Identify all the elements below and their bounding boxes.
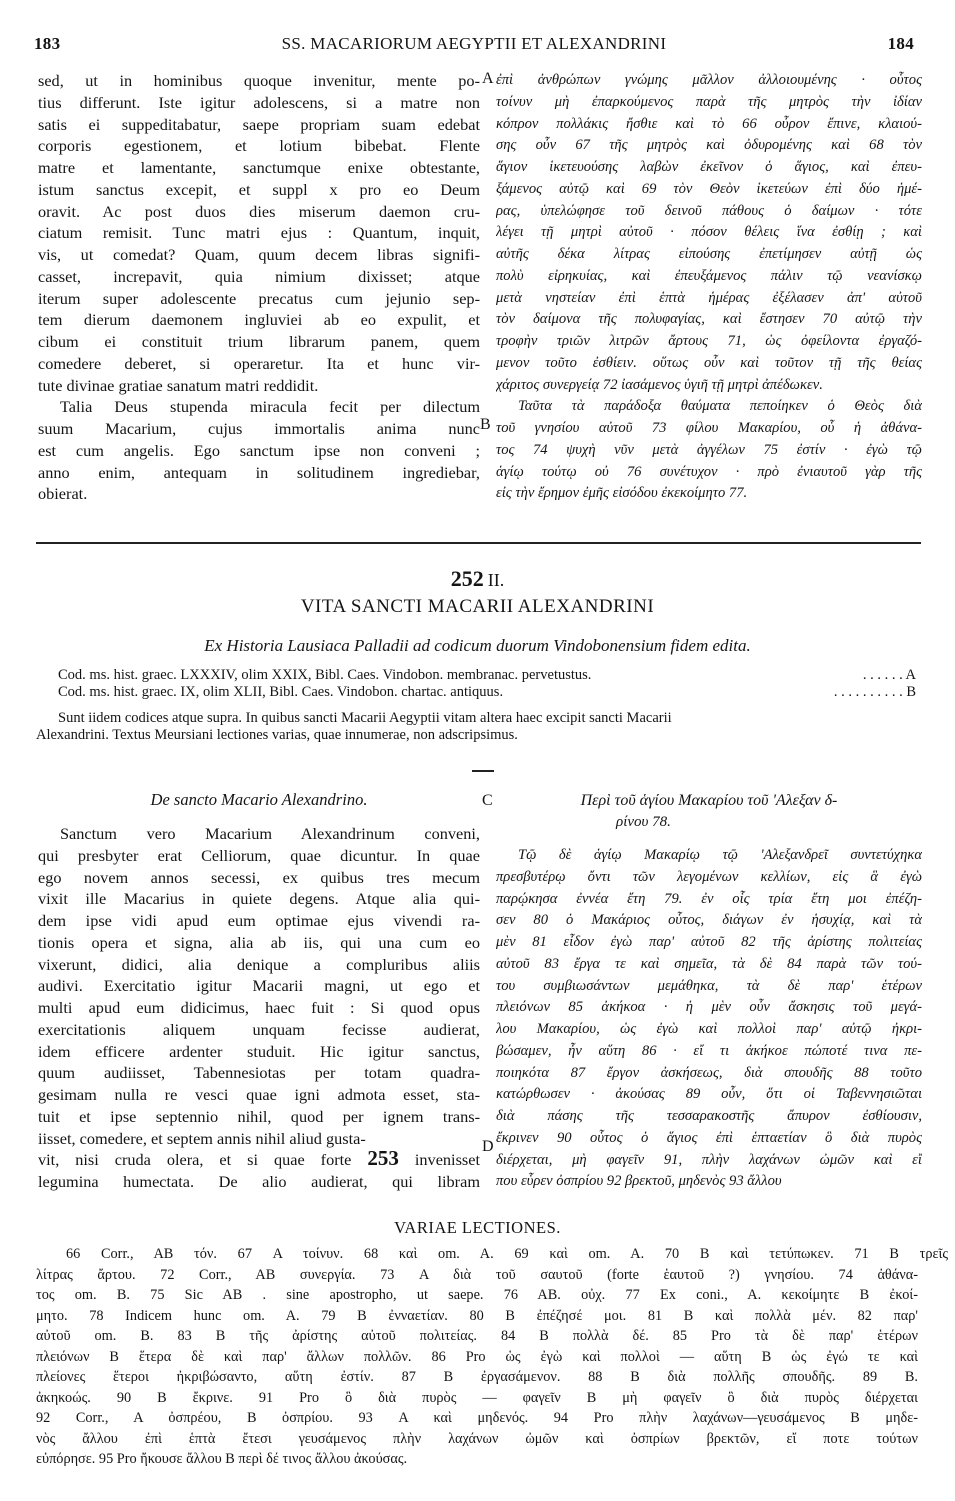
text-line: παρῴκησα ἐννέα ἔτη 79. ἐν οἷς τρία ἔτη μοι ἐπέζη- bbox=[496, 890, 922, 907]
text-line: vixerunt, didici, alia denique a compluribus aliis bbox=[38, 954, 480, 974]
section-number bbox=[0, 566, 955, 592]
text-line: λου Μακαρίου, ὡς ἐγὼ καὶ πολλοὶ παρ' αὐτῷ ἠκρι- bbox=[496, 1021, 922, 1037]
text-line: μενον τοῦτο ἐσθίειν. οὕτως οὖν καὶ τοῦτον τῇ τῆς θείας bbox=[496, 354, 922, 371]
section-subtitle: Ex Historia Lausiaca Palladii ad codicum duorum Vindobonensium fidem edita. bbox=[204, 636, 751, 655]
latin-heading: De sancto Macario Alexandrino. bbox=[150, 790, 368, 809]
text-line: Talia Deus stupenda miracula fecit per dilectum bbox=[60, 397, 480, 417]
text-line: κόπρον πολλάκις ἤσθιε καὶ τὸ 66 οὖρον ἔπινε, κλαιού- bbox=[496, 115, 922, 132]
text-line: εἰς τὴν ἔρημον ἐμῆς εἰσόδου ἐκεκοίμητο 77. bbox=[496, 485, 748, 502]
codex-a-text: Cod. ms. hist. graec. LXXXIV, olim XXIX, Bibl. Caes. Vindobon. membranac. pervetustus. bbox=[58, 667, 592, 683]
section-number-arabic: 252 bbox=[450, 566, 484, 591]
text-line: σης οὖν 67 τῆς μητρὸς καὶ ὀδυρομένης καὶ 68 τὸν bbox=[496, 137, 922, 154]
text-line: πρεσβυτέρῳ ὄντι τῶν λεγομένων κελλίων, εἰς ἃ ἐγὼ bbox=[496, 868, 922, 885]
running-title: SS. MACARIORUM AEGYPTII ET ALEXANDRINI bbox=[281, 34, 667, 53]
text-line: multi apud eum didicimus, haec fuit : Si quod opus bbox=[38, 998, 480, 1017]
text-line: dem ipse vidi apud eum optimae ejus vivendi ra- bbox=[38, 911, 480, 930]
text-line: λέγει τῇ μητρὶ αὐτοῦ · πόσον θέλεις ἵνα ἐσθίῃ ; καὶ bbox=[496, 224, 922, 241]
text-line: αὐτοῦ 83 ἔργα τε καὶ σημεῖα, τὰ δὲ 84 παρὰ τῶν τού- bbox=[496, 955, 922, 972]
short-divider bbox=[472, 770, 494, 772]
variant-line: νὸς ἄλλου ἐπὶ ἑπτὰ ἔτεσι γευσάμενος πλὴν λαχάνων ὠμῶν καὶ ὀσπρίων βρεκτῶν, εἴ ποτε τούτων bbox=[36, 1430, 918, 1447]
margin-letter-a: A bbox=[482, 70, 494, 87]
margin-letter-d: D bbox=[482, 1138, 494, 1155]
greek-heading-line-1: Περὶ τοῦ ἁγίου Μακαρίου τοῦ 'Αλεξαν δ- bbox=[580, 792, 838, 809]
greek-column-top bbox=[496, 70, 922, 505]
text-line: qui presbyter erat Celliorum, quae dicuntur. In quae bbox=[38, 845, 480, 865]
codex-b-text: Cod. ms. hist. graec. IX, olim XLII, Bibl. Caes. Vindobon. chartac. antiquus. bbox=[58, 684, 504, 700]
text-line: est cum angelis. Ego sanctum ipse non conveni ; bbox=[38, 440, 480, 460]
variae-lectiones-title: VARIAE LECTIONES. bbox=[394, 1218, 561, 1237]
greek-heading bbox=[496, 790, 922, 832]
text-line: ξάμενος αὐτῷ καὶ 69 τὸν Θεὸν ἱκετεύων ἐπὶ δύο ἡμέ- bbox=[496, 180, 922, 197]
variant-line: 66 Corr., AB τόν. 67 A τοίνυν. 68 καὶ om. A. 69 καὶ om. A. 70 B καὶ τετύπωκεν. 71 B τρεῖς bbox=[66, 1246, 948, 1262]
text-line: exercitationis aliquem unquam fecisse audierat, bbox=[38, 1019, 480, 1039]
text-line: διὰ πάσης τῆς τεσσαρακοστῆς ἄπυρον ἐσθίουσιν, bbox=[496, 1108, 922, 1124]
section-number-roman: II. bbox=[487, 570, 505, 590]
text-line: κατώρθωσεν · ἀκούσας 89 οὖν, ὅτι οἱ Ταβεννησιῶται bbox=[496, 1086, 922, 1103]
variant-line: εὐπόρησε. 95 Pro ἤκουσε ἄλλου B περὶ δέ τινος ἄλλου ἀκούσας. bbox=[36, 1451, 408, 1467]
text-line: vis, ut comedat? Quam, quum decem libras signifi- bbox=[38, 245, 480, 264]
text-line: μετὰ νηστείαν ἐπὶ ἑπτὰ ἡμέρας ἐξέλασεν ἀπ' αὐτοῦ bbox=[496, 289, 922, 306]
text-line: Sanctum vero Macarium Alexandrinum conveni, bbox=[60, 824, 480, 843]
variant-line: πλειόνων B ἕτερα δὲ καὶ παρ' ἄλλων πολλῶν. 86 Pro ὡς ἐγὼ καὶ πολλοὶ — αὕτη B ὡς ἐγώ τε καὶ bbox=[36, 1348, 918, 1365]
codex-a bbox=[58, 667, 916, 684]
text-line: audivi. Exercitatio igitur Macarii magni, ut ego et bbox=[38, 976, 480, 996]
codex-a-siglum: . . . . . . A bbox=[862, 667, 916, 683]
text-line: matre et lamentante, sanctumque enixe obtestante, bbox=[38, 158, 480, 177]
note-line: Alexandrini. Textus Meursiani lectiones varias, quae innumerae, non adscripsimus. bbox=[36, 727, 518, 743]
text-line: cibum ei constituit trium librarum panem, quem bbox=[38, 332, 480, 351]
section-divider bbox=[36, 542, 921, 544]
text-line: ποιηκότα 87 ἔργον ἀσκήσεως, διὰ σπουδῆς 88 τοῦτο bbox=[496, 1064, 922, 1081]
page-header bbox=[34, 34, 914, 56]
text-line: vixit ille Macarius in quiete degens. Atque alia qui- bbox=[38, 889, 480, 909]
text-line: casset, increpavit, quia nimium dixisset; atque bbox=[38, 266, 480, 286]
text-line: χάριτος συνεργείᾳ 72 ἰασάμενος ὑγιῆ τῇ μητρὶ ἀπέδωκεν. bbox=[496, 376, 823, 393]
text-line: αὐτῆς δέκα λίτρας εἰπούσης ἐπετίμησεν αὐτῇ ὡς bbox=[496, 246, 922, 262]
greek-column-bottom bbox=[496, 845, 922, 1193]
text-line: τροφὴν τριῶν λιτρῶν ἄρτους 71, ὡς ὀφείλοντα ἐργαζό- bbox=[496, 333, 922, 349]
text-line: βώσαμεν, ἦν αὕτη 86 · εἴ τι ἀκήκοε πώποτέ τινα πε- bbox=[496, 1042, 922, 1059]
text-line: corporis egestionem, et lotium bibebat. Flente bbox=[38, 136, 480, 156]
text-line: tionis opera et signa, alia ab iis, qui una cum eo bbox=[38, 932, 480, 952]
variant-line: τος om. B. 75 Sic AB . sine apostropho, ut saepe. 76 AB. οὐχ. 77 Ex coni., A. κεκοίμητε B ἐκοί- bbox=[36, 1287, 918, 1303]
latin-column-bottom bbox=[38, 823, 480, 1149]
variant-line: 92 Corr., A ὀσπρέου, B ὀσπρίου. 93 A καὶ μηδενός. 94 Pro πλὴν λαχάνων—γευσάμενος B μηδε- bbox=[36, 1410, 918, 1426]
margin-letter-c: C bbox=[482, 792, 493, 809]
section-title: VITA SANCTI MACARII ALEXANDRINI bbox=[300, 596, 655, 617]
text-line: ἅγιον ἱκετευούσης λαβὼν ἐκεῖνον ὁ ἅγιος, καὶ ἐπευ- bbox=[496, 159, 922, 175]
text-line: μὲν 81 εἶδον ἐγὼ παρ' αὐτοῦ 82 τῆς ἀρίστης πολιτείας bbox=[496, 934, 922, 950]
text-line: ego novem annos secessi, ex quibus tres mecum bbox=[38, 867, 480, 887]
codex-b bbox=[58, 684, 916, 701]
variant-line: ἀκηκοώς. 90 B ἔκρινε. 91 Pro ὃ διὰ πυρὸς — φαγεῖν B μὴ φαγεῖν ὃ διὰ πυρὸς διέρχεται bbox=[36, 1389, 918, 1406]
variant-line: αὐτοῦ om. B. 83 B τῆς ἀρίστης αὐτοῦ πολιτείας. 84 B πολλὰ δέ. 85 Pro τὰ δὲ παρ' ἑτέρων bbox=[36, 1328, 918, 1344]
greek-heading-line-2: ρίνου 78. bbox=[616, 813, 671, 830]
text-line: ἐπὶ ἀνθρώπων γνώμης μᾶλλον ἀλλοιουμένης · οὗτος bbox=[496, 72, 922, 88]
text-line: satis ei suppeditabatur, saepe propriam suam edebat bbox=[38, 114, 480, 134]
text-line: ciatum remisit. Tunc matri ejus : Quantum, inquit, bbox=[38, 223, 480, 243]
text-line: που εὗρεν ὀσπρίου 92 βρεκτοῦ, μηδενὸς 93 ἄλλου bbox=[496, 1173, 782, 1190]
text-line: idem efficere ardenter studuit. Hic igitur sanctus, bbox=[38, 1041, 480, 1061]
text-line: τοῦ γνησίου αὐτοῦ 73 φίλου Μακαρίου, οὗ ἡ ἀθάνα- bbox=[496, 420, 922, 436]
text-line: anno enim, antequam in solitudinem ingrediebar, bbox=[38, 462, 480, 482]
text-line: legumina humectata. De alio audierat, qui libram bbox=[38, 1171, 480, 1191]
variant-line: λίτρας ἄρτου. 72 Corr., AB συνεργία. 73 A διὰ τοῦ σαυτοῦ (forte ἑαυτοῦ ?) γνησίου. 74 ἀθάνα- bbox=[36, 1266, 918, 1283]
text-line: ρας, ὑπελώφησε τοῦ δεινοῦ πάθους ὁ δαίμων · τότε bbox=[496, 202, 922, 219]
text-line: σεν 80 ὁ Μακάριος οὗτος, διάγων ἐν ἡσυχίᾳ, καὶ τὰ bbox=[496, 912, 922, 929]
text-line: quum audiisset, Tabennesiotas per totam quadra- bbox=[38, 1063, 480, 1083]
text-line: τὸν δαίμονα τῆς πολυφαγίας, καὶ ἔστησεν 70 αὐτῷ τὴν bbox=[496, 311, 922, 328]
text-line: iterum super adolescente precatus cum jejunio sep- bbox=[38, 288, 480, 308]
text-line: Τῷ δὲ ἁγίῳ Μακαρίῳ τῷ 'Αλεξανδρεῖ συντετύχηκα bbox=[518, 847, 922, 863]
text-segment: invenisset bbox=[414, 1150, 480, 1169]
text-line: τοίνυν μὴ ἐπαρκούμενος παρὰ τῆς μητρὸς τὴν ἰδίαν bbox=[496, 93, 922, 110]
text-line: oravit. Ac post duos dies miserum daemon cru- bbox=[38, 201, 480, 221]
text-line: suum Macarium, cujus immortalis anima nunc bbox=[38, 419, 480, 438]
text-line: gesimam nulla re vesci quae igni admota esset, sta- bbox=[38, 1085, 480, 1104]
text-line: tius differunt. Iste igitur adolescens, si a matre non bbox=[38, 92, 480, 112]
page-number-right: 184 bbox=[887, 34, 914, 53]
text-line: Ταῦτα τὰ παράδοξα θαύματα πεποίηκεν ὁ Θεὸς διὰ bbox=[518, 398, 922, 415]
latin-column-top bbox=[38, 70, 480, 505]
text-line: istum sanctus excepit, et suppl x pro eo Deum bbox=[38, 179, 480, 199]
text-line: tute divinae gratiae sanatum matri reddidit. bbox=[38, 375, 319, 395]
text-line bbox=[38, 1149, 480, 1171]
note-line: Sunt iidem codices atque supra. In quibus sancti Macarii Aegyptii vitam altera haec excipit sancti Macarii bbox=[58, 710, 672, 726]
inline-page-number: 253 bbox=[367, 1149, 399, 1170]
margin-letter-b: B bbox=[480, 416, 491, 433]
text-line: obierat. bbox=[38, 484, 88, 504]
editorial-note bbox=[36, 710, 916, 744]
text-line: iisset, comedere, et septem annis nihil aliud gusta- bbox=[38, 1128, 366, 1148]
variant-line: πλείονες ἕτεροι ἠκριβώσαντο, αὕτη ἐστίν. 87 B ἐργασάμενον. 88 B διὰ πολλῆς σπουδῆς. 89 B. bbox=[36, 1369, 918, 1385]
text-line: πολὺ εἰρηκυίας, καὶ ἐπευξάμενος πάλιν τῷ νεανίσκῳ bbox=[496, 267, 922, 284]
text-line: ἔκρινεν 90 οὗτος ὁ ἅγιος ἐπὶ ἑπταετίαν ὃ διὰ πυρὸς bbox=[496, 1129, 922, 1146]
text-segment: vit, nisi cruda olera, et si quae forte bbox=[38, 1150, 352, 1169]
codex-b-siglum: . . . . . . . . . . B bbox=[833, 684, 916, 700]
variant-line: μητο. 78 Indicem hunc om. A. 79 B ἐνναετίαν. 80 B ἐπέζησέ μοι. 81 B καὶ πολλὰ μέν. 82 παρ' bbox=[36, 1307, 918, 1324]
text-line: διέρχεται, μὴ φαγεῖν 91, πλὴν λαχάνων ὠμῶν καὶ εἴ bbox=[496, 1151, 922, 1168]
text-line: πλειόνων 85 ἀκήκοα · ἡ μὲν οὖν ἄσκησις τοῦ μεγά- bbox=[496, 999, 922, 1016]
text-line: tem dierum daemonem ingluviei ab eo expulit, et bbox=[38, 310, 480, 330]
text-line: του συμβιωσάντων μεμάθηκα, τὰ δὲ παρ' ἑτέρων bbox=[496, 977, 922, 994]
text-line: ἁγίῳ τούτῳ οὐ 76 συνέτυχον · πρὸ ἐνιαυτοῦ γὰρ τῆς bbox=[496, 463, 922, 480]
latin-column-bottom-end bbox=[38, 1149, 480, 1193]
text-line: sed, ut in hominibus quoque invenitur, mente po- bbox=[38, 71, 480, 90]
page-number-left: 183 bbox=[34, 34, 61, 53]
text-line: tuit et ipse septennio nihil, quod per ignem trans- bbox=[38, 1106, 480, 1126]
text-line: τος 74 ψυχὴ νῦν μετὰ ἀγγέλων 75 ἐστίν · ἐγὼ τῷ bbox=[496, 441, 922, 458]
text-line: comedere deberet, si operaretur. Ita et hunc vir- bbox=[38, 353, 480, 373]
